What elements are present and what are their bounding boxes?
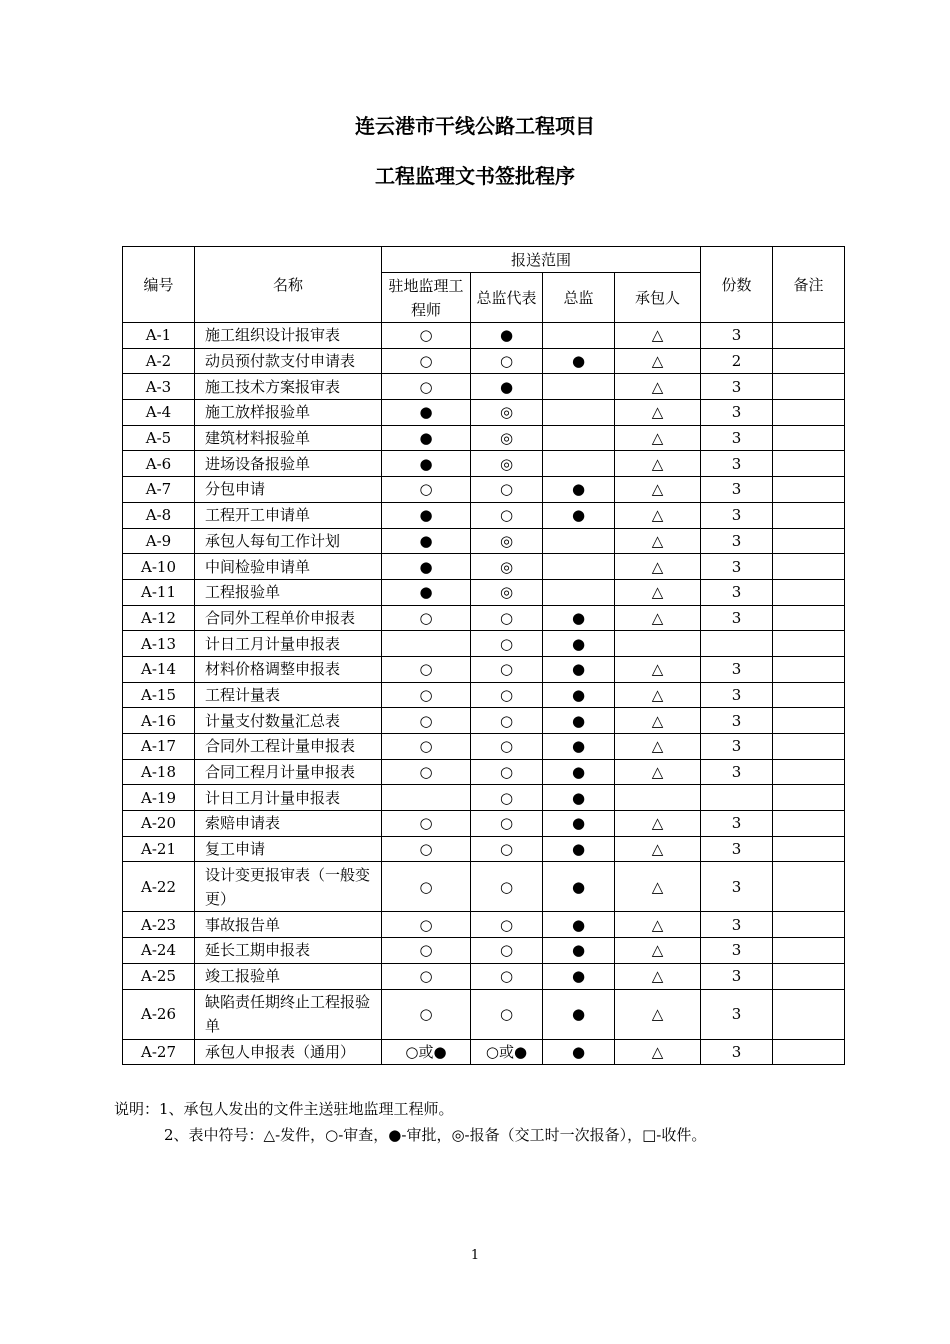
table-row: [123, 708, 845, 734]
cell-resident: ●: [382, 425, 471, 451]
cell-resident: ○: [382, 605, 471, 631]
cell-copies: 3: [701, 682, 773, 708]
table-row: [123, 477, 845, 503]
cell-contractor: △: [615, 554, 701, 580]
cell-deputy: ○: [471, 963, 543, 989]
cell-remarks: [773, 708, 845, 734]
cell-resident: [382, 631, 471, 657]
note-line-2: 2、表中符号：△-发件，○-审查，●-审批，◎-报备（交工时一次报备），□-收件。: [164, 1126, 707, 1144]
cell-name: 施工放样报验单: [195, 400, 382, 426]
cell-code: A-8: [123, 502, 195, 528]
table-row: [123, 912, 845, 938]
cell-name: 缺陷责任期终止工程报验单: [195, 989, 382, 1039]
cell-copies: 3: [701, 528, 773, 554]
cell-chief: ●: [543, 912, 615, 938]
cell-contractor: △: [615, 734, 701, 760]
cell-name: 设计变更报审表（一般变更）: [195, 862, 382, 912]
cell-remarks: [773, 374, 845, 400]
cell-resident: ●: [382, 579, 471, 605]
cell-resident: ○: [382, 323, 471, 349]
cell-deputy: ○: [471, 477, 543, 503]
cell-resident: ○: [382, 989, 471, 1039]
cell-chief: ●: [543, 477, 615, 503]
cell-name: 中间检验申请单: [195, 554, 382, 580]
cell-contractor: △: [615, 682, 701, 708]
cell-remarks: [773, 528, 845, 554]
cell-deputy: ○: [471, 656, 543, 682]
cell-code: A-19: [123, 785, 195, 811]
cell-remarks: [773, 912, 845, 938]
cell-code: A-9: [123, 528, 195, 554]
cell-copies: 3: [701, 963, 773, 989]
cell-contractor: △: [615, 759, 701, 785]
document-subtitle: 工程监理文书签批程序: [375, 164, 575, 188]
cell-remarks: [773, 656, 845, 682]
cell-resident: [382, 785, 471, 811]
cell-copies: 3: [701, 811, 773, 837]
cell-remarks: [773, 348, 845, 374]
cell-remarks: [773, 785, 845, 811]
cell-code: A-16: [123, 708, 195, 734]
table-row: [123, 682, 845, 708]
cell-remarks: [773, 989, 845, 1039]
cell-code: A-7: [123, 477, 195, 503]
cell-name: 计量支付数量汇总表: [195, 708, 382, 734]
cell-chief: ●: [543, 811, 615, 837]
table-row: [123, 734, 845, 760]
cell-remarks: [773, 425, 845, 451]
cell-contractor: △: [615, 400, 701, 426]
cell-copies: 3: [701, 323, 773, 349]
cell-remarks: [773, 451, 845, 477]
cell-contractor: △: [615, 528, 701, 554]
header-scope: 报送范围: [382, 247, 701, 273]
cell-deputy: ○: [471, 811, 543, 837]
cell-resident: ○: [382, 759, 471, 785]
cell-deputy: ◎: [471, 425, 543, 451]
cell-remarks: [773, 502, 845, 528]
table-row: [123, 631, 845, 657]
cell-remarks: [773, 734, 845, 760]
cell-deputy: ○: [471, 759, 543, 785]
cell-name: 事故报告单: [195, 912, 382, 938]
cell-contractor: △: [615, 348, 701, 374]
table-row: [123, 836, 845, 862]
cell-deputy: ○: [471, 862, 543, 912]
cell-chief: [543, 579, 615, 605]
cell-copies: 3: [701, 477, 773, 503]
cell-resident: ○: [382, 963, 471, 989]
cell-copies: 3: [701, 862, 773, 912]
cell-code: A-25: [123, 963, 195, 989]
cell-copies: 3: [701, 502, 773, 528]
cell-name: 复工申请: [195, 836, 382, 862]
cell-code: A-13: [123, 631, 195, 657]
cell-resident: ○: [382, 656, 471, 682]
table-row: [123, 811, 845, 837]
cell-resident: ○: [382, 912, 471, 938]
cell-resident: ●: [382, 502, 471, 528]
cell-resident: ○: [382, 374, 471, 400]
cell-name: 材料价格调整申报表: [195, 656, 382, 682]
cell-deputy: ◎: [471, 528, 543, 554]
cell-copies: 3: [701, 759, 773, 785]
cell-deputy: ○: [471, 502, 543, 528]
table-row: [123, 759, 845, 785]
cell-chief: [543, 425, 615, 451]
cell-deputy: ◎: [471, 451, 543, 477]
cell-copies: [701, 785, 773, 811]
cell-copies: 3: [701, 605, 773, 631]
cell-code: A-11: [123, 579, 195, 605]
cell-chief: [543, 400, 615, 426]
cell-contractor: △: [615, 374, 701, 400]
cell-chief: ●: [543, 862, 615, 912]
cell-contractor: [615, 631, 701, 657]
cell-contractor: △: [615, 989, 701, 1039]
cell-resident: ○: [382, 477, 471, 503]
cell-remarks: [773, 682, 845, 708]
cell-code: A-27: [123, 1039, 195, 1065]
cell-resident: ○: [382, 708, 471, 734]
cell-copies: 2: [701, 348, 773, 374]
cell-code: A-3: [123, 374, 195, 400]
cell-name: 承包人每旬工作计划: [195, 528, 382, 554]
cell-remarks: [773, 938, 845, 964]
cell-resident: ●: [382, 528, 471, 554]
cell-copies: 3: [701, 912, 773, 938]
cell-remarks: [773, 862, 845, 912]
cell-resident: ○或●: [382, 1039, 471, 1065]
cell-remarks: [773, 759, 845, 785]
cell-deputy: ○: [471, 912, 543, 938]
cell-contractor: △: [615, 708, 701, 734]
cell-name: 工程报验单: [195, 579, 382, 605]
document-title: 连云港市干线公路工程项目: [355, 114, 595, 138]
cell-code: A-6: [123, 451, 195, 477]
cell-chief: ●: [543, 938, 615, 964]
cell-copies: 3: [701, 554, 773, 580]
cell-name: 合同外工程单价申报表: [195, 605, 382, 631]
cell-name: 承包人申报表（通用）: [195, 1039, 382, 1065]
table-row: [123, 785, 845, 811]
cell-chief: [543, 323, 615, 349]
cell-contractor: △: [615, 477, 701, 503]
cell-chief: ●: [543, 785, 615, 811]
table-row: [123, 400, 845, 426]
cell-chief: ●: [543, 836, 615, 862]
cell-resident: ●: [382, 451, 471, 477]
cell-code: A-22: [123, 862, 195, 912]
cell-chief: [543, 528, 615, 554]
cell-chief: ●: [543, 759, 615, 785]
cell-contractor: △: [615, 451, 701, 477]
cell-contractor: △: [615, 425, 701, 451]
cell-name: 施工技术方案报审表: [195, 374, 382, 400]
cell-contractor: △: [615, 836, 701, 862]
table-row: [123, 554, 845, 580]
cell-code: A-23: [123, 912, 195, 938]
cell-copies: 3: [701, 836, 773, 862]
cell-remarks: [773, 400, 845, 426]
cell-code: A-20: [123, 811, 195, 837]
cell-name: 延长工期申报表: [195, 938, 382, 964]
cell-deputy: ○: [471, 938, 543, 964]
cell-remarks: [773, 963, 845, 989]
page-number: 1: [470, 1248, 480, 1263]
cell-code: A-1: [123, 323, 195, 349]
cell-contractor: △: [615, 811, 701, 837]
cell-copies: 3: [701, 938, 773, 964]
cell-chief: ●: [543, 734, 615, 760]
cell-chief: [543, 374, 615, 400]
cell-chief: ●: [543, 631, 615, 657]
cell-resident: ○: [382, 862, 471, 912]
cell-contractor: △: [615, 862, 701, 912]
cell-name: 计日工月计量申报表: [195, 785, 382, 811]
cell-code: A-24: [123, 938, 195, 964]
cell-name: 进场设备报验单: [195, 451, 382, 477]
notes: [114, 1096, 706, 1148]
cell-deputy: ○: [471, 734, 543, 760]
cell-name: 分包申请: [195, 477, 382, 503]
cell-name: 施工组织设计报审表: [195, 323, 382, 349]
cell-deputy: ○: [471, 785, 543, 811]
cell-name: 索赔申请表: [195, 811, 382, 837]
table-row: [123, 579, 845, 605]
cell-deputy: ○: [471, 682, 543, 708]
cell-deputy: ○: [471, 348, 543, 374]
cell-resident: ○: [382, 938, 471, 964]
cell-remarks: [773, 836, 845, 862]
cell-resident: ○: [382, 836, 471, 862]
cell-name: 工程计量表: [195, 682, 382, 708]
table-row: [123, 323, 845, 349]
cell-chief: ●: [543, 348, 615, 374]
cell-code: A-15: [123, 682, 195, 708]
cell-chief: [543, 451, 615, 477]
cell-resident: ○: [382, 348, 471, 374]
table-row: [123, 963, 845, 989]
cell-code: A-26: [123, 989, 195, 1039]
cell-code: A-12: [123, 605, 195, 631]
cell-copies: 3: [701, 708, 773, 734]
cell-deputy: ○: [471, 836, 543, 862]
cell-contractor: △: [615, 912, 701, 938]
cell-resident: ○: [382, 811, 471, 837]
header-deputy: 总监代表: [471, 273, 543, 323]
cell-deputy: ●: [471, 323, 543, 349]
cell-copies: 3: [701, 579, 773, 605]
table-row: [123, 502, 845, 528]
cell-remarks: [773, 579, 845, 605]
header-remarks: 备注: [773, 247, 845, 323]
cell-chief: ●: [543, 682, 615, 708]
cell-remarks: [773, 323, 845, 349]
table-row: [123, 938, 845, 964]
cell-chief: ●: [543, 656, 615, 682]
cell-resident: ○: [382, 682, 471, 708]
table-row: [123, 425, 845, 451]
cell-name: 计日工月计量申报表: [195, 631, 382, 657]
cell-remarks: [773, 554, 845, 580]
cell-resident: ○: [382, 734, 471, 760]
cell-copies: 3: [701, 451, 773, 477]
cell-contractor: △: [615, 579, 701, 605]
cell-deputy: ○: [471, 605, 543, 631]
cell-chief: [543, 554, 615, 580]
cell-contractor: △: [615, 323, 701, 349]
table-row: [123, 374, 845, 400]
cell-code: A-14: [123, 656, 195, 682]
cell-contractor: △: [615, 963, 701, 989]
cell-name: 合同工程月计量申报表: [195, 759, 382, 785]
cell-contractor: △: [615, 656, 701, 682]
table-body: [123, 323, 845, 1065]
table-row: [123, 605, 845, 631]
table-row: [123, 451, 845, 477]
cell-contractor: [615, 785, 701, 811]
header-name: 名称: [195, 247, 382, 323]
header-resident: 驻地监理工程师: [382, 273, 471, 323]
cell-copies: 3: [701, 1039, 773, 1065]
header-contractor: 承包人: [615, 273, 701, 323]
approval-table: [122, 246, 845, 1065]
cell-code: A-2: [123, 348, 195, 374]
cell-remarks: [773, 631, 845, 657]
cell-chief: ●: [543, 708, 615, 734]
header-code: 编号: [123, 247, 195, 323]
cell-code: A-17: [123, 734, 195, 760]
cell-resident: ●: [382, 400, 471, 426]
table-row: [123, 1039, 845, 1065]
cell-copies: 3: [701, 425, 773, 451]
cell-chief: ●: [543, 1039, 615, 1065]
table-row: [123, 989, 845, 1039]
table-row: [123, 656, 845, 682]
cell-name: 竣工报验单: [195, 963, 382, 989]
cell-remarks: [773, 1039, 845, 1065]
cell-remarks: [773, 477, 845, 503]
cell-deputy: ◎: [471, 554, 543, 580]
table-row: [123, 528, 845, 554]
note-line-1: 说明：1、承包人发出的文件主送驻地监理工程师。: [114, 1100, 454, 1118]
cell-chief: ●: [543, 989, 615, 1039]
cell-deputy: ◎: [471, 400, 543, 426]
table-row: [123, 862, 845, 912]
cell-copies: 3: [701, 374, 773, 400]
cell-deputy: ○: [471, 989, 543, 1039]
cell-chief: ●: [543, 963, 615, 989]
cell-contractor: △: [615, 502, 701, 528]
cell-chief: ●: [543, 605, 615, 631]
cell-remarks: [773, 605, 845, 631]
cell-code: A-21: [123, 836, 195, 862]
cell-code: A-4: [123, 400, 195, 426]
cell-deputy: ○: [471, 708, 543, 734]
cell-copies: [701, 631, 773, 657]
cell-code: A-18: [123, 759, 195, 785]
header-copies: 份数: [701, 247, 773, 323]
cell-name: 动员预付款支付申请表: [195, 348, 382, 374]
cell-deputy: ◎: [471, 579, 543, 605]
cell-copies: 3: [701, 400, 773, 426]
cell-name: 建筑材料报验单: [195, 425, 382, 451]
cell-resident: ●: [382, 554, 471, 580]
cell-contractor: △: [615, 938, 701, 964]
cell-deputy: ●: [471, 374, 543, 400]
cell-chief: ●: [543, 502, 615, 528]
cell-contractor: △: [615, 1039, 701, 1065]
cell-contractor: △: [615, 605, 701, 631]
cell-name: 合同外工程计量申报表: [195, 734, 382, 760]
cell-name: 工程开工申请单: [195, 502, 382, 528]
header-chief: 总监: [543, 273, 615, 323]
cell-code: A-5: [123, 425, 195, 451]
cell-copies: 3: [701, 734, 773, 760]
cell-remarks: [773, 811, 845, 837]
cell-code: A-10: [123, 554, 195, 580]
cell-copies: 3: [701, 656, 773, 682]
cell-copies: 3: [701, 989, 773, 1039]
table-row: [123, 348, 845, 374]
cell-deputy: ○或●: [471, 1039, 543, 1065]
cell-deputy: ○: [471, 631, 543, 657]
